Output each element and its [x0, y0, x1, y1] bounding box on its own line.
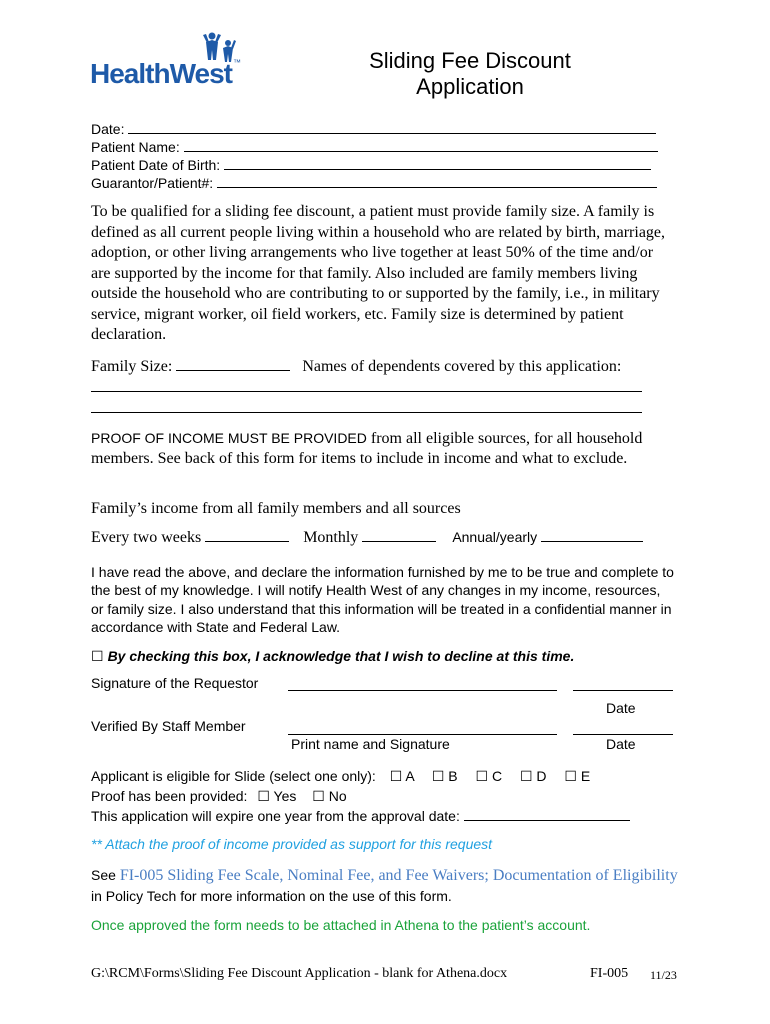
- dependents-line-2[interactable]: [91, 412, 642, 413]
- healthwest-logo: [88, 30, 258, 92]
- guarantor-input-line[interactable]: [217, 173, 657, 188]
- income-heading: Family’s income from all family members and all sources: [91, 500, 461, 517]
- logo-wordmark: HealthWest: [90, 58, 232, 89]
- decline-checkbox[interactable]: ☐: [91, 648, 104, 664]
- footer-form-code: FI-005: [590, 966, 629, 981]
- page-title: [340, 48, 600, 100]
- option-d-checkbox[interactable]: ☐ D: [519, 768, 547, 784]
- option-a-checkbox[interactable]: ☐ A: [389, 768, 414, 784]
- declaration-paragraph: I have read the above, and declare the information furnished by me to be true and complete to the best of my knowledge. I will notify Health West of any changes in my income, resources, or family size. I also understand that this information will be treated in a confidential manner in accordance with State and Federal Law.: [91, 564, 674, 635]
- see-prefix: See: [91, 867, 120, 883]
- requestor-signature-label: Signature of the Requestor: [91, 675, 259, 691]
- family-size-input-line[interactable]: [176, 356, 290, 371]
- date-label: Date:: [91, 121, 125, 137]
- staff-date-line[interactable]: [573, 734, 673, 735]
- every-two-weeks-input-line[interactable]: [205, 527, 289, 542]
- annual-label: Annual/yearly: [452, 529, 538, 545]
- trademark: ™: [232, 58, 240, 67]
- monthly-input-line[interactable]: [362, 527, 436, 542]
- requestor-signature-line[interactable]: [288, 690, 557, 691]
- every-two-weeks-label: Every two weeks: [91, 529, 202, 546]
- proof-provided-row: [91, 787, 347, 805]
- requestor-date-line[interactable]: [573, 690, 673, 691]
- eligibility-row: [91, 767, 590, 785]
- footer-file-path: G:\RCM\Forms\Sliding Fee Discount Application - blank for Athena.docx: [91, 966, 508, 981]
- date-input-line[interactable]: [128, 119, 656, 134]
- proof-no-checkbox[interactable]: ☐ No: [312, 788, 347, 804]
- see-suffix: in Policy Tech for more information on the use of this form.: [91, 888, 452, 904]
- expiration-row: [91, 806, 630, 825]
- decline-row: [91, 648, 574, 665]
- income-row: [91, 527, 643, 547]
- dob-input-line[interactable]: [224, 155, 651, 170]
- option-c-checkbox[interactable]: ☐ C: [475, 768, 503, 784]
- qualification-paragraph: To be qualified for a sliding fee discount, a patient must provide family size. A family is defined as all current people living within a household who are related by birth, marriage, adoption, or other living arrangements who live together at least 50% of the time and/or are supported by the income for that family. Also included are family members living outside the household who are contributing to or supported by the family, i.e., in military service, migrant worker, oil field workers, etc. Family size is determined by patient declaration.: [91, 203, 666, 343]
- title-line-2: Application: [416, 74, 524, 99]
- proof-rest: from all eligible sources, for all household members. See back of this form for items to include in income and what to exclude.: [91, 430, 643, 467]
- dob-label: Patient Date of Birth:: [91, 157, 221, 173]
- policy-reference: [91, 865, 691, 907]
- monthly-label: Monthly: [303, 529, 359, 546]
- staff-date-label: Date: [606, 736, 636, 752]
- guarantor-field: [91, 173, 657, 192]
- proof-of-income-paragraph: [91, 428, 683, 469]
- annual-input-line[interactable]: [541, 527, 643, 542]
- attach-proof-note: ** Attach the proof of income provided as support for this request: [91, 836, 493, 852]
- footer-revision-date: 11/23: [650, 968, 677, 982]
- policy-link[interactable]: FI-005 Sliding Fee Scale, Nominal Fee, and Fee Waivers; Documentation of Eligibility: [119, 867, 678, 884]
- staff-signature-line[interactable]: [288, 734, 557, 735]
- option-e-checkbox[interactable]: ☐ E: [564, 768, 591, 784]
- guarantor-label: Guarantor/Patient#:: [91, 175, 214, 191]
- family-size-label: Family Size:: [91, 358, 173, 375]
- dependents-line-1[interactable]: [91, 391, 642, 392]
- print-name-label: Print name and Signature: [291, 736, 450, 752]
- decline-text: By checking this box, I acknowledge that I wish to decline at this time.: [107, 648, 575, 664]
- expiration-label: This application will expire one year from the approval date:: [91, 808, 460, 824]
- patient-name-field: [91, 137, 658, 156]
- requestor-date-label: Date: [606, 700, 636, 716]
- family-size-row: [91, 356, 691, 376]
- proof-provided-label: Proof has been provided:: [91, 788, 248, 804]
- eligibility-label: Applicant is eligible for Slide (select one only):: [91, 768, 376, 784]
- date-field: [91, 119, 656, 138]
- proof-caps: PROOF OF INCOME MUST BE PROVIDED: [91, 430, 367, 446]
- dependents-label: Names of dependents covered by this application:: [302, 358, 622, 375]
- dob-field: [91, 155, 651, 174]
- approved-note: Once approved the form needs to be attached in Athena to the patient’s account.: [91, 917, 591, 933]
- patient-name-input-line[interactable]: [184, 137, 658, 152]
- proof-yes-checkbox[interactable]: ☐ Yes: [257, 788, 297, 804]
- approval-date-line[interactable]: [464, 806, 630, 821]
- option-b-checkbox[interactable]: ☐ B: [431, 768, 458, 784]
- verified-by-label: Verified By Staff Member: [91, 718, 246, 734]
- patient-name-label: Patient Name:: [91, 139, 180, 155]
- title-line-1: Sliding Fee Discount: [369, 48, 571, 73]
